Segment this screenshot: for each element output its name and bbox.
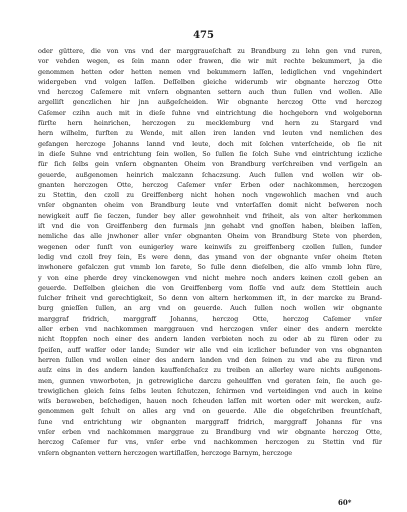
text-line: men, gunnen vnworboten, jn getrewiglichе darczu geheulffen vnd geraten ſein, ſie auch ge- xyxy=(38,376,382,385)
text-line: marggraf fridrich, marggraff Johanns, herczog Otte, herczog Caſemer vnſer xyxy=(38,314,382,323)
sheet-signature: 60* xyxy=(338,498,352,507)
text-line: für ſich ſelbs gein vnſern obgnanten Oheim von Brandburg verſchreiben vnd verſigeln an xyxy=(38,160,382,169)
page-number: 475 xyxy=(193,30,214,41)
document-body xyxy=(38,46,382,458)
text-line: geuerde, außgenomen heinrich malczann ſchaczsung. Auch ſullen vnd wollen wir ob- xyxy=(38,170,382,179)
text-line: wiſs beraweben, beſchedigen, hauen noch ſcheuden laſſen mit worten oder mit wercken, auſz- xyxy=(38,397,382,406)
text-line: aller erben vnd nachkommen marggrauen vnd herczogen vnſer einer des andern merckte xyxy=(38,325,382,334)
text-line: argelliſt genczlichen hir jnn außgeſcheiden. Wir obgnante herczog Otte vnd herczog xyxy=(38,98,382,107)
text-line: herczog Caſemer fur vns, vnſer erbe vnd nachkommen herczogen zu Stettin vnd für xyxy=(38,438,382,447)
text-line: in dieſe Suhne vnd entrichtung ſein wollen, So ſullen ſie ſolch Suhe vnd eintrichtung iczliche xyxy=(38,149,382,158)
text-line: nemliche das alle jnwhoner aller vnſer obgnanten Oheim von Brandburg Stete von pherden, xyxy=(38,232,382,241)
text-line: ſune vnd entrichtung wir obgnanten marggraff fridrich, marggraff Johanns für vns xyxy=(38,417,382,426)
text-line: zu Stettin, den czoll zu Greiffenberg nicht hohen noch vngewohlich machen vnd auch xyxy=(38,191,382,200)
text-line: vnſern obgnanten vettern herczogen wartiſlaſſen, herczoge Barnym, herczoge xyxy=(38,448,293,457)
text-line: vor vehden wegen, es ſein mann oder frawen, die wir mit rechte bekummert, ja die xyxy=(38,57,382,66)
text-line: vnſer erben vnd nachkommen marggraue zu Brandburg vnd wir obgnante herczog Otte, xyxy=(38,427,382,436)
text-line: hern wilhelm, furſten zu Wende, mit allen iren landen vnd leuten vnd nemlichen des xyxy=(38,129,382,138)
text-line: vnſer obgnanten oheim von Brandburg leute vnd vnterſaſſen domit nicht beſweren noch xyxy=(38,201,382,210)
text-line: herren ſullen vnd wollen einer des andern landen vnd den ſeinen zu vnd abe zu füren vnd xyxy=(38,355,382,364)
text-line: oder güttere, die von vns vnd der marggraueſchaft zu Brandburg zu lehn gen vnd ruren, xyxy=(38,47,382,55)
text-line: gnanten herczogen Otte, herczog Caſemer vnſer Erben oder nachkommen, herczogen xyxy=(38,180,382,189)
text-line: newigkeit auff ſie ſeczen, ſunder bey aller gewohnheit vnd friheit, als von alter herkommen xyxy=(38,211,382,220)
text-line: vnd herczog Caſemere mit vnſern obgnanten settern auch thun ſullen vnd wollen. Alle xyxy=(38,88,382,97)
text-line: ledig vnd czoll frey ſein, Es were denn, das ymand von der obgnante vnſer oheim ſteten xyxy=(38,252,382,261)
text-line: gefangen herczoge Johanns lannd vnd leute, doch mit ſolchen vnterſcheide, ob ſie nit xyxy=(38,139,382,148)
text-line: geuerde. Deſſelben gleichen die von Greiffenberg vom ſloſſe vnd auſz dem Stettlein auch xyxy=(38,283,382,292)
text-line: fürſte hern heinrichen, herczogen zu mecklemburg vnd hern zu Stargard vnd xyxy=(38,119,382,128)
text-line: genommen gelt ſchult on alles arg vnd on geuerde. Alle die obgeſchriben freuntſchaft, xyxy=(38,407,382,416)
text-line: ſpeiſen, auff waſſer oder lande; Sunder wir alle vnd ein iczlicher beſunder von vns obgnanten xyxy=(38,345,382,354)
text-line: trewiglichen gleich ſeins ſelbs leuten ſchutczen, ſchirmen vnd verteidingen vnd auch in keine xyxy=(38,386,382,395)
text-line: y von eine pherde drey vinckenowgen vnd nicht mehre noch anders keinen czoll geben an xyxy=(38,273,382,282)
text-line: ſulcher friheit vnd gerechtigkeit, So denn von altern herkommen iſt, in der marcke zu Brand- xyxy=(38,294,382,303)
text-line: burg gnieſſen ſullen, an arg vnd on geuerde. Auch ſullen noch wollen wir obgnante xyxy=(38,304,382,313)
text-line: nicht ſtoppfen noch einer des andern landen verbieten noch zu oder ab zu füren oder zu xyxy=(38,335,382,344)
text-line: genommen hetten oder hetten nemen vnd bekummern laſſen, lediglichen vnd vngehindert xyxy=(38,67,382,76)
text-line: widergeben vnd volgen laſſen. Deſſelben gleiche widerumb wir obgnante herczog Otte xyxy=(38,77,382,86)
text-line: auſz eins in des andern landen kauffenſchaſcz zu treiben an allerley ware nichts außgenom- xyxy=(38,366,382,375)
text-line: Caſemer czihn auch mit in dieſe ſuhne vnd eintrichtung die hochgeborn vnd wolgebornn xyxy=(38,108,382,117)
text-line: iſt vnd die von Greiffenberg den furmals jnn gehabt vnd gnoſſen haben, bleiben laſſen, xyxy=(38,222,382,231)
text-line: inwhonere gefalczen gut vmmb lon farete, So ſulle denn dieſelben, die alſo vmmb lohn füre, xyxy=(38,263,382,272)
text-line: wegenen oder ſunſt von eunigerley ware keinwiſs zu greiffenberg czollen ſullen, ſunder xyxy=(38,242,382,251)
